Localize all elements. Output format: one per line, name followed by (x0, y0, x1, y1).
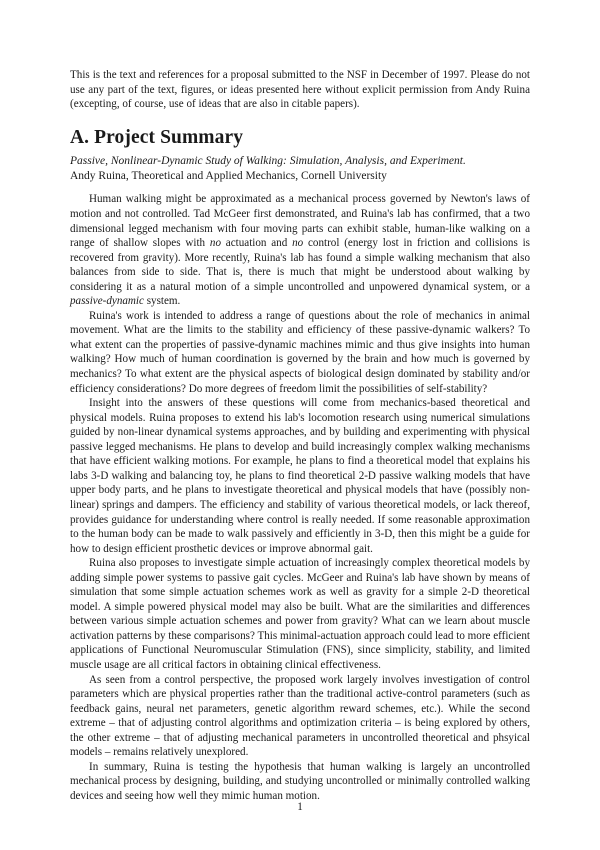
document-author-line: Andy Ruina, Theoretical and Applied Mechanics, Cornell University (70, 169, 387, 182)
paragraph-5: As seen from a control perspective, the proposed work largely involves investigation of control parameters which are physical properties rather than the traditional active-control parameters (such as feedback gains, neural net parameters, genetic algorithm reward schemes, etc.). While the second extreme – that of adjusting control algorithms and optimization criteria – is being explored by others, the other extreme – that of adjusting mechanical parameters in uncontrolled theoretical and phsyical models – remains relatively unexplored. (70, 673, 530, 759)
page-number: 1 (297, 801, 303, 813)
paragraph-1-part-a: Human walking might be approximated as a mechanical process governed by Newton's laws of motion and not controlled. Tad McGeer first demonstrated, and Ruina's lab has confirmed, that a two dimensional legged mechanism with four moving parts can exhibit stable, human-like walking on a range of shallow slopes with (70, 193, 530, 250)
emphasis-no-control: no (292, 237, 304, 250)
paragraph-1-part-c: control (energy lost in friction and collisions is recovered from gravity). More recently, Ruina's lab has found a simple walking mechanism that also balances from side to side. That is, there is much that might be understood about walking by considering it as a natural motion of a simple uncontrolled and unpowered dynamical system, or a (70, 237, 531, 293)
paragraph-3: Insight into the answers of these questions will come from mechanics-based theoretical and physical models. Ruina proposes to extend his lab's locomotion research using numerical simulations guided by non-linear dynamical systems approaches, and by building and experimenting with physical passive legged mechanisms. He plans to develop and build increasingly complex walking mechanisms that have efficient walking motions. For example, he plans to find a theoretical model that explains his labs 3-D walking and balancing toy, he plans to find theoretical 2-D passive walking models that have upper body parts, and he plans to investigate theoretical and physical models that have (possibly non-linear) springs and dampers. The efficiency and stability of various theoretical models, or lack thereof, provides guidance for understanding where control is really needed. If some reasonable approximation to the human body can be made to walk passively and efficiently in 3-D, then this might be a guide for how to design efficient prosthetic devices or improve abnormal gait. (70, 397, 530, 555)
paragraph-1-part-b: actuation and (220, 237, 293, 250)
emphasis-passive-dynamic: passive-dynamic (70, 295, 144, 308)
paragraph-2: Ruina's work is intended to address a range of questions about the role of mechanics in animal movement. What are the limits to the stability and efficiency of these passive-dynamic walkers? To what extent can the properties of passive-dynamic machines mimic and thus give insights into human walking? How much of human coordination is governed by the brain and how much is governed by mechanics? To what extent are the physical aspects of biological design dominated by stability and/or efficiency considerations? Do more degrees of freedom limit the possibilities of self-stability? (70, 309, 530, 395)
paragraph-1-part-d: system. (143, 295, 181, 308)
paragraph-4: Ruina also proposes to investigate simple actuation of increasingly complex theoretical models by adding simple power systems to passive gait cycles. McGeer and Ruina's lab have shown by means of simulation that some simple actuation schemes work as well as gravity for a simple 2-D theoretical model. A simple powered physical model may also be built. What are the similarities and differences between various simple actuation schemes and power from gravity? What can we learn about muscle activation patterns by these comparisons? This minimal-actuation approach could lead to more efficient applications of Functional Neuromuscular Stimulation (FNS), since simplicity, stability, and limited muscle usage are all critical factors in obtaining clinical effectiveness. (70, 557, 530, 671)
preamble-note: This is the text and references for a proposal submitted to the NSF in December of 1997. Please do not use any part of the text, figures, or ideas presented here without explicit permission from Andy Ruina (excepting, of course, use of ideas that are also in citable papers). (70, 69, 530, 111)
text-column (70, 68, 530, 803)
paragraph-1 (70, 192, 530, 308)
section-heading: A. Project Summary (70, 126, 244, 148)
emphasis-no-actuation: no (209, 237, 221, 250)
document-subtitle: Passive, Nonlinear-Dynamic Study of Walking: Simulation, Analysis, and Experiment. (70, 155, 466, 168)
paragraph-6: In summary, Ruina is testing the hypothesis that human walking is largely an uncontrolled mechanical process by designing, building, and studying uncontrolled or minimally controlled walking devices and seeing how well they mimic human motion. (70, 760, 530, 802)
